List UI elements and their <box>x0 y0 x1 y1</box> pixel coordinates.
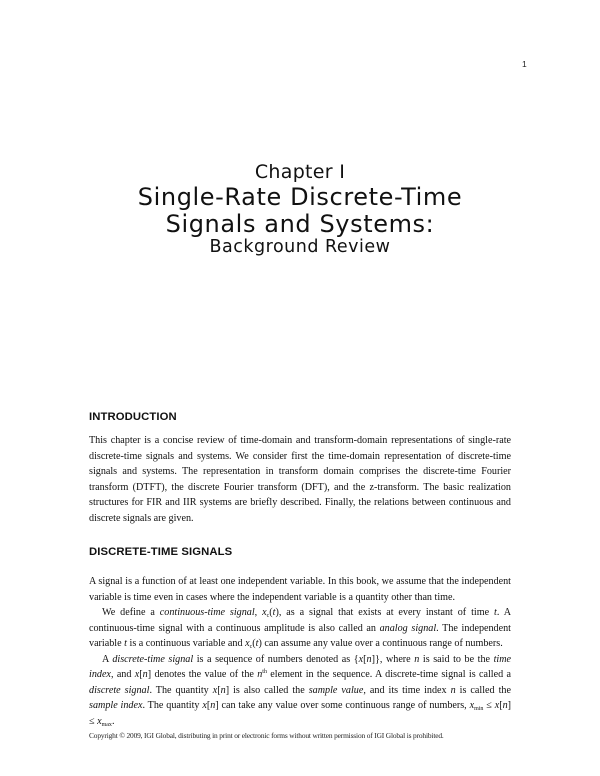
chapter-label: Chapter I <box>254 161 346 183</box>
text: . The independent variable <box>89 622 511 649</box>
introduction-body <box>89 433 511 526</box>
paragraph: A signal is a function of at least one independent variable. In this book, we assume that the independent variable is time even in cases where the independent variable is a quantity other than time. <box>89 576 511 603</box>
math-var: n <box>366 653 372 665</box>
text: , and its time index <box>363 684 451 696</box>
text: ] denotes the value of the <box>147 669 258 680</box>
text: [ <box>217 684 221 696</box>
text: ( <box>252 638 256 649</box>
math-var: x <box>134 669 140 680</box>
chapter-title-line-2: Signals and Systems: <box>165 210 435 238</box>
term-sample-value: sample value <box>308 684 364 696</box>
term-sample-index: sample index <box>89 700 143 711</box>
text: is a continuous variable and <box>126 638 246 649</box>
math-var: n <box>142 669 148 680</box>
math-var: t <box>493 607 497 618</box>
math-subscript: max <box>101 721 112 728</box>
section-heading-introduction: INTRODUCTION <box>89 411 177 423</box>
math-superscript: th <box>262 669 267 675</box>
paragraph <box>89 605 511 652</box>
math-subscript: c <box>266 613 270 619</box>
math-var: t <box>272 607 276 618</box>
text: ≤ <box>483 700 495 711</box>
discrete-time-signals-body <box>89 574 511 729</box>
math-var: x <box>494 700 500 711</box>
text: . The quantity <box>142 700 203 711</box>
math-var: n <box>210 700 216 711</box>
math-var: x <box>97 715 102 727</box>
text: [ <box>206 700 211 711</box>
term-time-index: time index <box>89 653 512 680</box>
math-subscript: c <box>249 644 253 650</box>
section-heading-discrete-time-signals: DISCRETE-TIME SIGNALS <box>89 546 233 558</box>
term-discrete-time-signal: discrete-time signal <box>112 653 194 665</box>
text: element in the sequence. A discrete-time signal is called a <box>266 669 511 680</box>
paragraph: This chapter is a concise review of time-domain and transform-domain representations of single-rate discrete-time signals and systems. We consider first the time-domain representation of discrete-time signals and systems. The representation in transform domain comprises the discrete-time Fourier transform (DTFT), the discrete Fourier transform (DFT), and the z-transform. The basic realization structures for FIR and IIR systems are briefly described. Finally, the relations between continuous and discrete signals are given. <box>89 435 511 524</box>
text: ] is also called the <box>225 684 309 696</box>
copyright-footer: Copyright © 2009, IGI Global, distributing in print or electronic forms without written permission of IGI Global is prohibited. <box>89 731 444 740</box>
text: is said to be the <box>419 653 494 665</box>
text: ]}, where <box>371 653 415 665</box>
math-var: n <box>502 700 508 711</box>
chapter-title-block <box>0 160 600 257</box>
text: ) can assume any value over a continuous range of numbers. <box>258 638 503 649</box>
chapter-title-line-1: Single-Rate Discrete-Time <box>137 183 463 211</box>
text: ( <box>269 607 273 618</box>
math-var: n <box>220 684 226 696</box>
text: [ <box>499 700 503 711</box>
math-var: n <box>414 653 420 665</box>
text: , <box>254 607 263 618</box>
math-var: x <box>262 607 267 618</box>
text: . <box>111 715 115 727</box>
text: , and <box>110 669 135 680</box>
chapter-subtitle: Background Review <box>209 237 391 257</box>
text: is called the <box>455 684 511 696</box>
paragraph <box>89 652 511 730</box>
math-subscript: min <box>474 706 484 712</box>
math-var: x <box>469 700 475 711</box>
text: . A continuous-time signal with a continuous amplitude is also called an <box>89 607 512 634</box>
math-var: t <box>124 638 127 649</box>
page-number: 1 <box>522 59 527 69</box>
text: ), as a signal that exists at every instant of time <box>275 607 494 618</box>
text: is a sequence of numbers denoted as { <box>193 653 359 665</box>
text: [ <box>139 669 143 680</box>
text: ] ≤ <box>89 700 511 727</box>
math-var: n <box>450 684 456 696</box>
text: ] can take any value over some continuous range of numbers, <box>215 700 470 711</box>
math-var: n <box>257 669 263 680</box>
math-var: t <box>255 638 259 649</box>
term-analog-signal: analog signal <box>379 622 437 634</box>
math-var: x <box>245 638 250 649</box>
math-var: x <box>358 653 364 665</box>
math-var: x <box>212 684 218 696</box>
text: A <box>102 653 113 665</box>
math-var: x <box>202 700 207 711</box>
text: . The quantity <box>149 684 213 696</box>
term-continuous-time-signal: continuous-time signal <box>159 607 255 618</box>
text: [ <box>363 653 367 665</box>
text: We define a <box>102 607 160 618</box>
term-discrete-signal: discrete signal <box>89 684 150 696</box>
